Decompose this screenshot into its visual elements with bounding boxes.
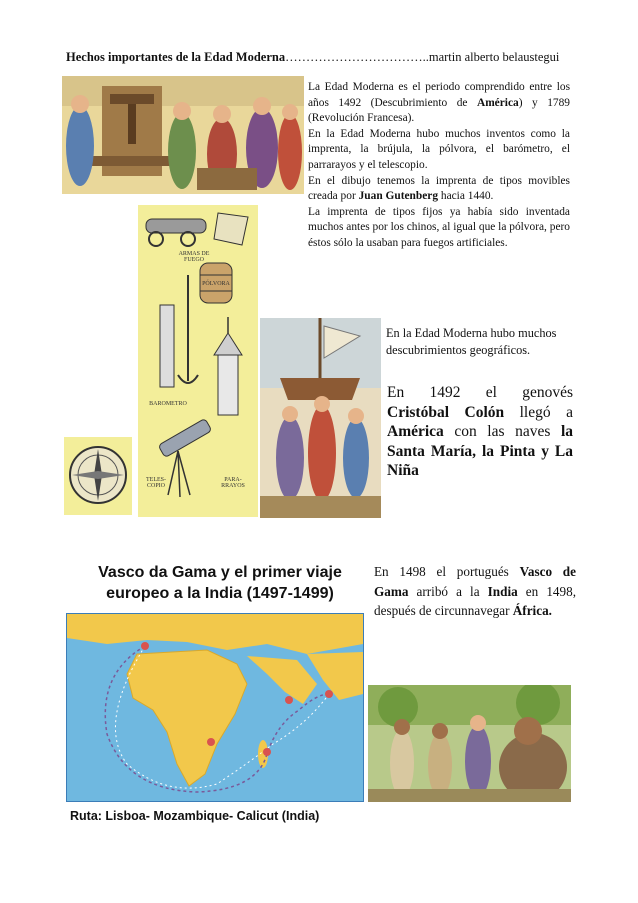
intro-p3-a: En el dibujo tenemos la imprenta de tipos movibles creada por — [308, 174, 570, 203]
colon-america: América — [387, 423, 444, 440]
page-title: Hechos importantes de la Edad Moderna — [66, 50, 286, 64]
inventions-illustration — [138, 205, 258, 517]
vasco-e: en 1498, después de circunnavegar — [374, 583, 576, 618]
colon-c: llegó a — [504, 403, 573, 421]
vasco-text — [374, 562, 576, 621]
intro-paragraph-1 — [308, 80, 570, 127]
discoveries-text — [386, 325, 576, 359]
discoveries-paragraph: En la Edad Moderna hubo muchos descubrimientos geográficos. — [386, 326, 557, 357]
columbus-landing-illustration — [260, 318, 381, 518]
map-title — [70, 562, 370, 604]
label-pararrayos: PARA-RRAYOS — [221, 477, 245, 489]
vasco-africa: África. — [512, 603, 552, 618]
map-title-line-1: Vasco da Gama y el primer viaje — [98, 564, 342, 581]
header-dots: …………………………….. — [285, 50, 429, 64]
vasco-a: En 1498 el portugués — [374, 564, 520, 579]
intro-p3-gutenberg: Juan Gutenberg — [358, 190, 439, 203]
intro-paragraph-3 — [308, 174, 570, 205]
colon-ships: la Santa María, la Pinta y La Niña — [387, 423, 573, 479]
colon-a: En 1492 el genovés — [387, 384, 573, 401]
colon-name: Cristóbal Colón — [387, 403, 505, 421]
label-telescopio: TELES-COPIO — [146, 477, 166, 489]
vasco-paragraph — [374, 562, 576, 621]
label-polvora: PÓLVORA — [202, 281, 230, 287]
intro-p1-c: ) y 1789 (Revolución Francesa). — [308, 96, 570, 125]
vasco-da-gama-route-map — [66, 613, 364, 802]
label-barometro: BAROMETRO — [149, 401, 187, 407]
page-header — [66, 50, 576, 65]
compass-illustration — [64, 437, 132, 515]
map-title-line-2: europeo a la India (1497-1499) — [106, 585, 334, 602]
printing-press-illustration — [62, 76, 304, 194]
author-name: martin alberto belaustegui — [428, 50, 560, 64]
arrival-india-illustration — [368, 685, 571, 802]
vasco-name: Vasco de Gama — [374, 564, 576, 599]
intro-paragraph-4: La imprenta de tipos fijos ya había sido inventada muchos antes por los chinos, al igual que la pólvora, pero éstos sólo la usaban para fuegos artificiales. — [308, 205, 570, 249]
intro-p1-america: América — [476, 96, 519, 109]
colon-e: con las naves — [443, 423, 561, 440]
colon-text — [387, 383, 573, 481]
label-armas-de-fuego: ARMAS DE FUEGO — [178, 251, 210, 263]
route-caption: Ruta: Lisboa- Mozambique- Calicut (India) — [70, 809, 320, 823]
vasco-india: India — [487, 583, 518, 599]
intro-p3-c: hacia 1440. — [438, 190, 494, 203]
vasco-c: arribó a la — [408, 583, 488, 599]
colon-paragraph — [387, 383, 573, 481]
intro-p1-a: La Edad Moderna es el periodo comprendido entre los años 1492 (Descubrimiento de — [308, 81, 570, 109]
intro-paragraph-2: En la Edad Moderna hubo muchos inventos como la imprenta, la brújula, la pólvora, el barómetro, el parrarayos y el telescopio. — [308, 127, 570, 171]
intro-text — [308, 80, 570, 252]
